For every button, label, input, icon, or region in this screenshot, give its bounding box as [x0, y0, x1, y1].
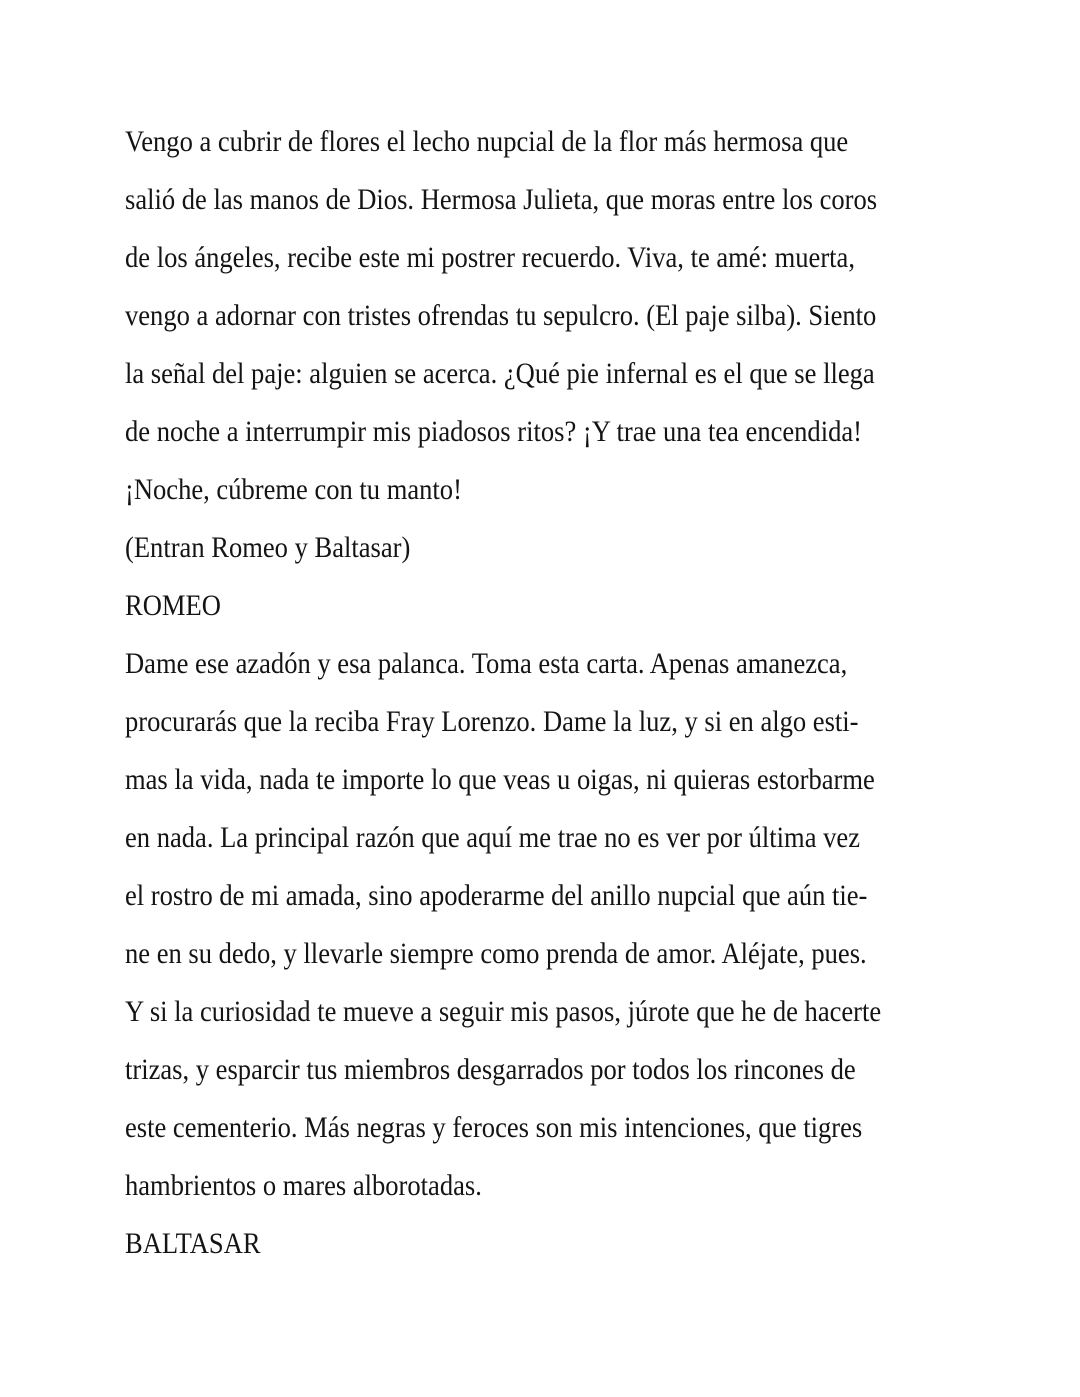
dialogue-line: Y si la curiosidad te mueve a seguir mis pasos, júrote que he de hacerte — [125, 995, 882, 1028]
dialogue-line: la señal del paje: alguien se acerca. ¿Qué pie infernal es el que se llega — [125, 357, 875, 390]
dialogue-line: vengo a adornar con tristes ofrendas tu sepulcro. (El paje silba). Siento — [125, 299, 877, 332]
text-block — [125, 113, 1080, 1273]
dialogue-line: de noche a interrumpir mis piadosos ritos? ¡Y trae una tea encendida! — [125, 415, 862, 448]
dialogue-line: trizas, y esparcir tus miembros desgarrados por todos los rincones de — [125, 1053, 856, 1086]
dialogue-line: salió de las manos de Dios. Hermosa Julieta, que moras entre los coros — [125, 183, 878, 216]
dialogue-line: ¡Noche, cúbreme con tu manto! — [125, 473, 462, 506]
dialogue-line: procurarás que la reciba Fray Lorenzo. Dame la luz, y si en algo esti- — [125, 705, 859, 738]
dialogue-line: Vengo a cubrir de flores el lecho nupcial de la flor más hermosa que — [125, 125, 849, 158]
dialogue-line: el rostro de mi amada, sino apoderarme del anillo nupcial que aún tie- — [125, 879, 868, 912]
dialogue-line: mas la vida, nada te importe lo que veas u oigas, ni quieras estorbarme — [125, 763, 875, 796]
speaker-name: BALTASAR — [125, 1227, 261, 1260]
dialogue-line: hambrientos o mares alborotadas. — [125, 1169, 482, 1202]
dialogue-line: Dame ese azadón y esa palanca. Toma esta carta. Apenas amanezca, — [125, 647, 848, 680]
speaker-name: ROMEO — [125, 589, 221, 622]
dialogue-line: ne en su dedo, y llevarle siempre como prenda de amor. Aléjate, pues. — [125, 937, 867, 970]
stage-direction: (Entran Romeo y Baltasar) — [125, 531, 411, 564]
dialogue-line: en nada. La principal razón que aquí me trae no es ver por última vez — [125, 821, 860, 854]
dialogue-line: este cementerio. Más negras y feroces son mis intenciones, que tigres — [125, 1111, 863, 1144]
dialogue-line: de los ángeles, recibe este mi postrer recuerdo. Viva, te amé: muerta, — [125, 241, 855, 274]
